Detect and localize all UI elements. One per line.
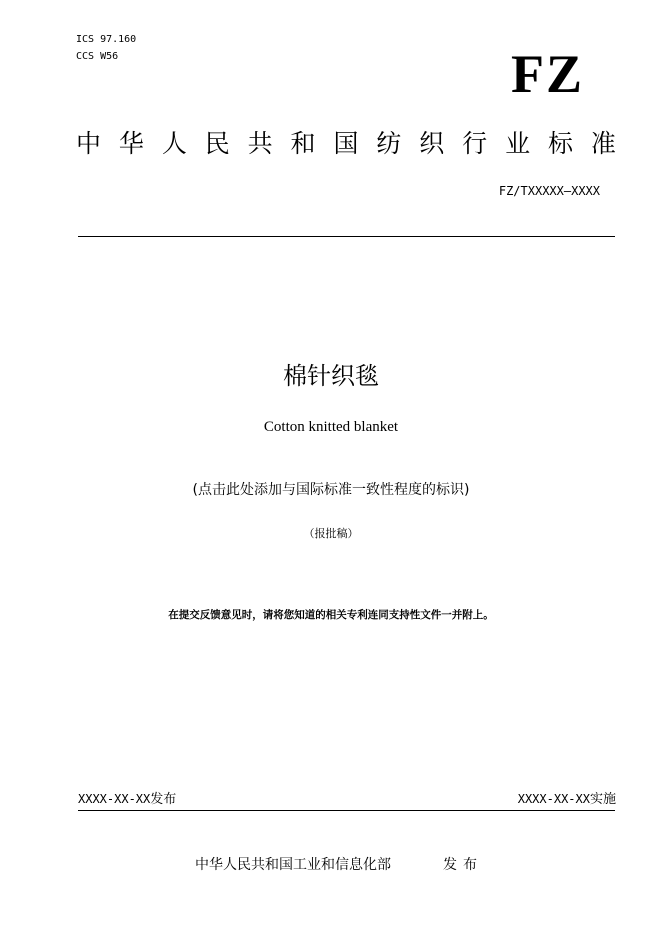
implement-date-line (518, 790, 616, 809)
document-title-cn: 棉针织毯 (283, 362, 379, 390)
title-char: 纺 (376, 129, 402, 158)
title-char: 民 (204, 129, 230, 158)
title-char: 人 (161, 129, 187, 158)
issue-date: XXXX-XX-XX (78, 792, 151, 806)
fz-logo: FZ (510, 44, 584, 104)
feedback-notice: 在提交反馈意见时，请将您知道的相关专利连同支持性文件一并附上。 (168, 609, 494, 621)
consistency-note: (点击此处添加与国际标准一致性程度的标识) (192, 482, 470, 498)
standard-category-title (76, 127, 616, 161)
ics-code: ICS 97.160 (76, 34, 137, 45)
publisher: 中华人民共和国工业和信息化部 (195, 857, 391, 873)
document-title-en: Cotton knitted blanket (263, 419, 399, 435)
implement-date: XXXX-XX-XX (517, 792, 590, 806)
title-char: 业 (505, 129, 531, 158)
title-char: 标 (547, 129, 573, 158)
title-char: 准 (590, 129, 616, 158)
title-char: 织 (419, 129, 445, 158)
header-divider (78, 236, 615, 237)
publish-word: 发布 (443, 857, 483, 873)
title-char: 国 (333, 129, 359, 158)
title-char: 行 (462, 129, 488, 158)
issue-label: 发布 (150, 792, 177, 807)
title-char: 华 (118, 129, 144, 158)
ccs-code: CCS W56 (76, 51, 119, 62)
standard-number: FZ/TXXXXX—XXXX (498, 184, 600, 198)
title-char: 和 (290, 129, 316, 158)
issue-date-line (78, 790, 176, 809)
draft-status: （报批稿） (303, 527, 359, 540)
title-char: 中 (76, 129, 102, 158)
title-char: 共 (247, 129, 273, 158)
footer-divider (78, 810, 615, 811)
implement-label: 实施 (589, 792, 616, 807)
